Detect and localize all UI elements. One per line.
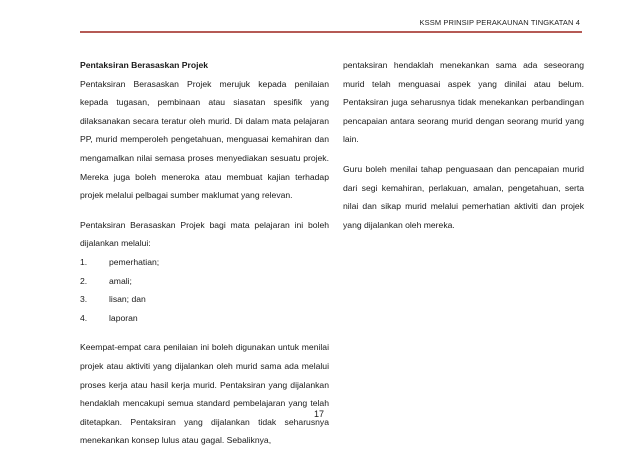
header-rule	[80, 31, 582, 33]
left-paragraph-3: Keempat-empat cara penilaian ini boleh digunakan untuk menilai projek atau aktiviti yang dijalankan oleh murid sama ada melalui proses kerja atau hasil kerja murid. Pentaksiran yang dijalankan hendaklah mencakupi semua standard pembelajaran yang telah ditetapkan. Pentaksiran yang dijalankan tidak seharusnya menekankan konsep lulus atau gagal. Sebaliknya,	[80, 342, 329, 446]
list-item-text: amali;	[109, 275, 132, 286]
list-item-text: pemerhatian;	[109, 256, 160, 267]
running-header: KSSM PRINSIP PERAKAUNAN TINGKATAN 4	[419, 18, 580, 27]
left-column	[80, 56, 329, 450]
list-item-text: laporan	[109, 312, 138, 323]
left-paragraph-2: Pentaksiran Berasaskan Projek bagi mata pelajaran ini boleh dijalankan melalui:	[80, 219, 329, 249]
right-paragraph-2: Guru boleh menilai tahap penguasaan dan pencapaian murid dari segi kemahiran, perlakuan, amalan, pengetahuan, serta nilai dan sikap murid melalui pemerhatian aktiviti dan projek yang dijalankan oleh mereka.	[343, 163, 584, 230]
list-item-number: 2.	[80, 275, 88, 286]
right-column	[343, 56, 584, 234]
list-item	[80, 272, 329, 291]
list-item-number: 4.	[80, 312, 88, 323]
list-item	[80, 309, 329, 328]
list-item-number: 1.	[80, 256, 88, 267]
list-item-number: 3.	[80, 294, 88, 305]
list-item	[80, 290, 329, 309]
section-title: Pentaksiran Berasaskan Projek	[80, 60, 209, 70]
page-number: 17	[313, 409, 324, 419]
left-paragraph-1: Pentaksiran Berasaskan Projek merujuk kepada penilaian kepada tugasan, pembinaan atau siasatan spesifik yang dilaksanakan secara teratur oleh murid. Di dalam mata pelajaran PP, murid memperoleh pengetahuan, menguasai kemahiran dan mengamalkan nilai semasa proses menyediakan sesuatu projek. Mereka juga boleh meneroka atau membuat kajian terhadap projek melalui pelbagai sumber maklumat yang relevan.	[80, 78, 329, 201]
assessment-methods-list	[80, 253, 329, 327]
list-item	[80, 253, 329, 272]
right-paragraph-1: pentaksiran hendaklah menekankan sama ada seseorang murid telah menguasai aspek yang dinilai atau belum. Pentaksiran juga seharusnya tidak menekankan perbandingan pencapaian antara seorang murid dengan seorang murid yang lain.	[343, 60, 584, 145]
list-item-text: lisan; dan	[109, 294, 146, 305]
